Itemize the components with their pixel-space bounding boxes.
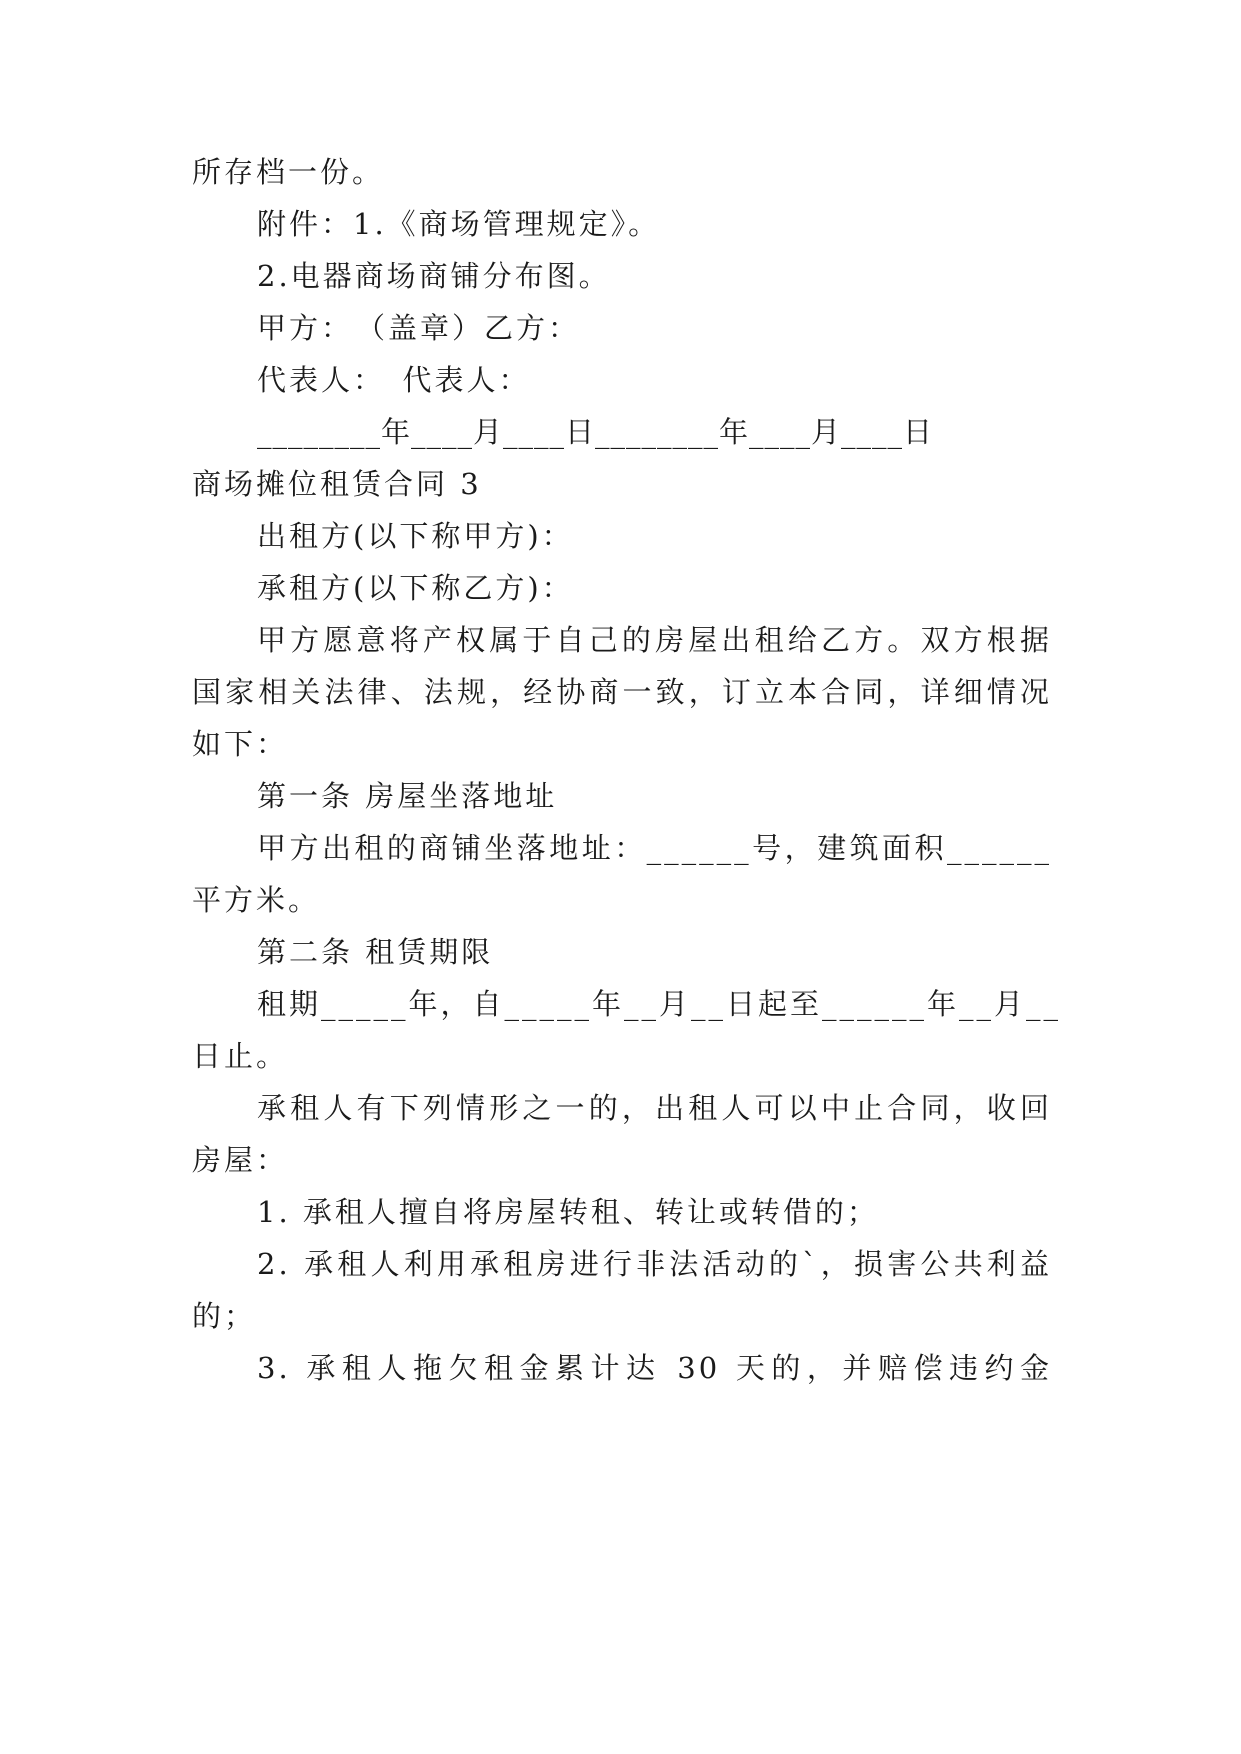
text-line-intro-2: 国家相关法律、法规，经协商一致，订立本合同，详细情况	[192, 675, 1052, 709]
text-line-party-signatures: 甲方： （盖章）乙方：	[257, 311, 581, 345]
text-line-area-unit: 平方米。	[192, 883, 321, 917]
text-line-termination-1: 承租人有下列情形之一的，出租人可以中止合同，收回	[257, 1091, 1052, 1125]
text-line-attachment-2: 2.电器商场商铺分布图。	[257, 259, 611, 293]
list-item-1: 1. 承租人擅自将房屋转租、转让或转借的；	[257, 1195, 879, 1229]
text-line-intro-1: 甲方愿意将产权属于自己的房屋出租给乙方。双方根据	[257, 623, 1052, 657]
contract-title: 商场摊位租赁合同 3	[192, 467, 482, 501]
list-item-2-continued: 的；	[192, 1299, 257, 1333]
text-line-term-2: 日止。	[192, 1039, 289, 1073]
text-line-intro-3: 如下：	[192, 727, 289, 761]
text-line-term-1: 租期_____年，自_____年__月__日起至______年__月__	[257, 987, 1062, 1021]
text-line-lessee: 承租方(以下称乙方)：	[257, 571, 574, 605]
text-line-attachment-1: 附件：1.《商场管理规定》。	[257, 207, 661, 241]
article-1-heading: 第一条 房屋坐落地址	[257, 779, 558, 813]
text-line-address: 甲方出租的商铺坐落地址：______号，建筑面积______	[257, 831, 1052, 865]
text-line-archive: 所存档一份。	[192, 155, 385, 189]
text-line-lessor: 出租方(以下称甲方)：	[257, 519, 574, 553]
list-item-3: 3. 承租人拖欠租金累计达 30 天的，并赔偿违约金	[257, 1351, 1052, 1385]
list-item-2: 2. 承租人利用承租房进行非法活动的`，损害公共利益	[257, 1247, 1052, 1281]
text-line-representatives: 代表人： 代表人：	[257, 363, 531, 397]
text-line-date-blanks: ________年____月____日________年____月____日	[257, 415, 934, 449]
article-2-heading: 第二条 租赁期限	[257, 935, 494, 969]
text-line-termination-2: 房屋：	[192, 1143, 289, 1177]
